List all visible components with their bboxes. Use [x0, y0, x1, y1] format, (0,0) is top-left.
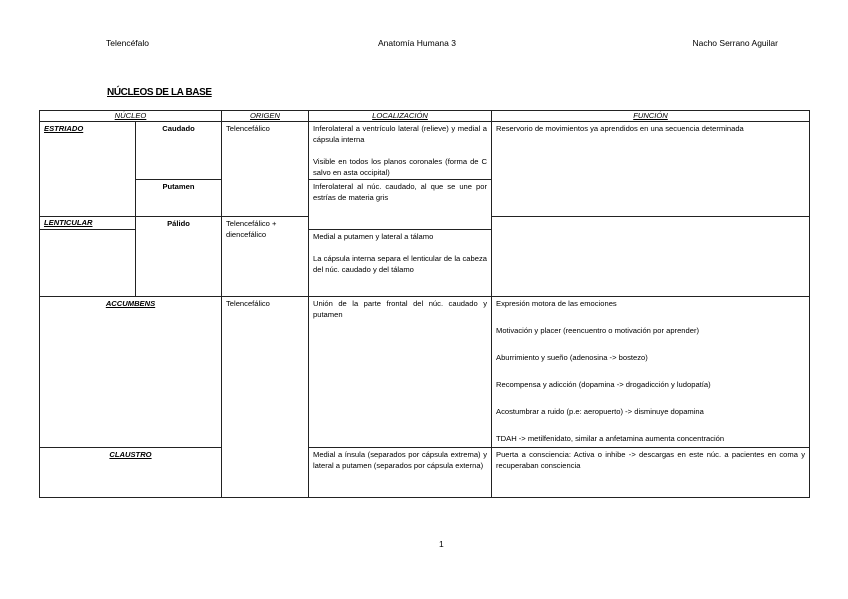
accumbens-origen: Telencefálico — [222, 297, 309, 498]
accumbens-label: ACCUMBENS — [105, 299, 156, 308]
lenticular-label: LENTICULAR — [44, 218, 93, 227]
lenticular-blank — [40, 230, 136, 297]
table-header-row — [40, 111, 810, 122]
palido-loc-1: Medial a putamen y lateral a tálamo — [313, 232, 434, 241]
page-number: 1 — [439, 539, 444, 549]
lenticular-origen: Telencefálico + diencefálico — [222, 217, 309, 297]
lenticular-funcion — [492, 217, 810, 297]
table-row — [40, 448, 810, 498]
accumbens-localizacion: Unión de la parte frontal del núc. caudado y putamen — [309, 297, 492, 448]
estriado-cell — [40, 122, 136, 217]
caudado-localizacion — [309, 122, 492, 180]
lenticular-cell — [40, 217, 136, 230]
caudado-loc-1: Inferolateral a ventrículo lateral (relieve) y medial a cápsula interna — [313, 124, 487, 144]
accumbens-fn-3: Aburrimiento y sueño (adenosina -> bostezo) — [496, 353, 648, 362]
header-funcion: FUNCIÓN — [492, 111, 810, 122]
table-row — [40, 297, 810, 448]
accumbens-fn-6: TDAH -> metilfenidato, similar a anfetamina aumenta concentración — [496, 434, 725, 443]
header-right: Nacho Serrano Aguilar — [692, 38, 778, 48]
accumbens-fn-5: Acostumbrar a ruido (p.e: aeropuerto) -> disminuye dopamina — [496, 407, 704, 416]
claustro-label: CLAUSTRO — [109, 450, 152, 459]
section-title: NÚCLEOS DE LA BASE — [107, 87, 212, 98]
accumbens-fn-2: Motivación y placer (reencuentro o motivación por aprender) — [496, 326, 700, 335]
palido-localizacion — [309, 230, 492, 297]
caudado-funcion: Reservorio de movimientos ya aprendidos en una secuencia determinada — [492, 122, 810, 217]
header-origen: ORIGEN — [222, 111, 309, 122]
header-center: Anatomía Humana 3 — [378, 38, 456, 48]
putamen-localizacion: Inferolateral al núc. caudado, al que se une por estrías de materia gris — [309, 180, 492, 230]
palido-name: Pálido — [136, 217, 222, 297]
caudado-loc-2: Visible en todos los planos coronales (forma de C salvo en asta occipital) — [313, 157, 487, 177]
putamen-name: Putamen — [136, 180, 222, 217]
nucleos-table — [39, 110, 810, 498]
header-left: Telencéfalo — [106, 38, 150, 48]
header-localizacion: LOCALIZACIÓN — [309, 111, 492, 122]
estriado-label: ESTRIADO — [44, 124, 84, 133]
accumbens-funcion — [492, 297, 810, 448]
table-row — [40, 122, 810, 180]
claustro-funcion: Puerta a consciencia: Activa o inhibe -> descargas en este núc. a pacientes en coma y recuperaban consciencia — [492, 448, 810, 498]
caudado-origen: Telencefálico — [222, 122, 309, 217]
palido-loc-2: La cápsula interna separa el lenticular de la cabeza del núc. caudado y del tálamo — [313, 254, 487, 274]
accumbens-fn-1: Expresión motora de las emociones — [496, 299, 617, 308]
claustro-localizacion: Medial a ínsula (separados por cápsula extrema) y lateral a putamen (separados por cápsula externa) — [309, 448, 492, 498]
caudado-name: Caudado — [136, 122, 222, 180]
accumbens-fn-4: Recompensa y adicción (dopamina -> drogadicción y ludopatía) — [496, 380, 711, 389]
header-nucleo: NÚCLEO — [40, 111, 222, 122]
claustro-cell — [40, 448, 222, 498]
accumbens-cell — [40, 297, 222, 448]
